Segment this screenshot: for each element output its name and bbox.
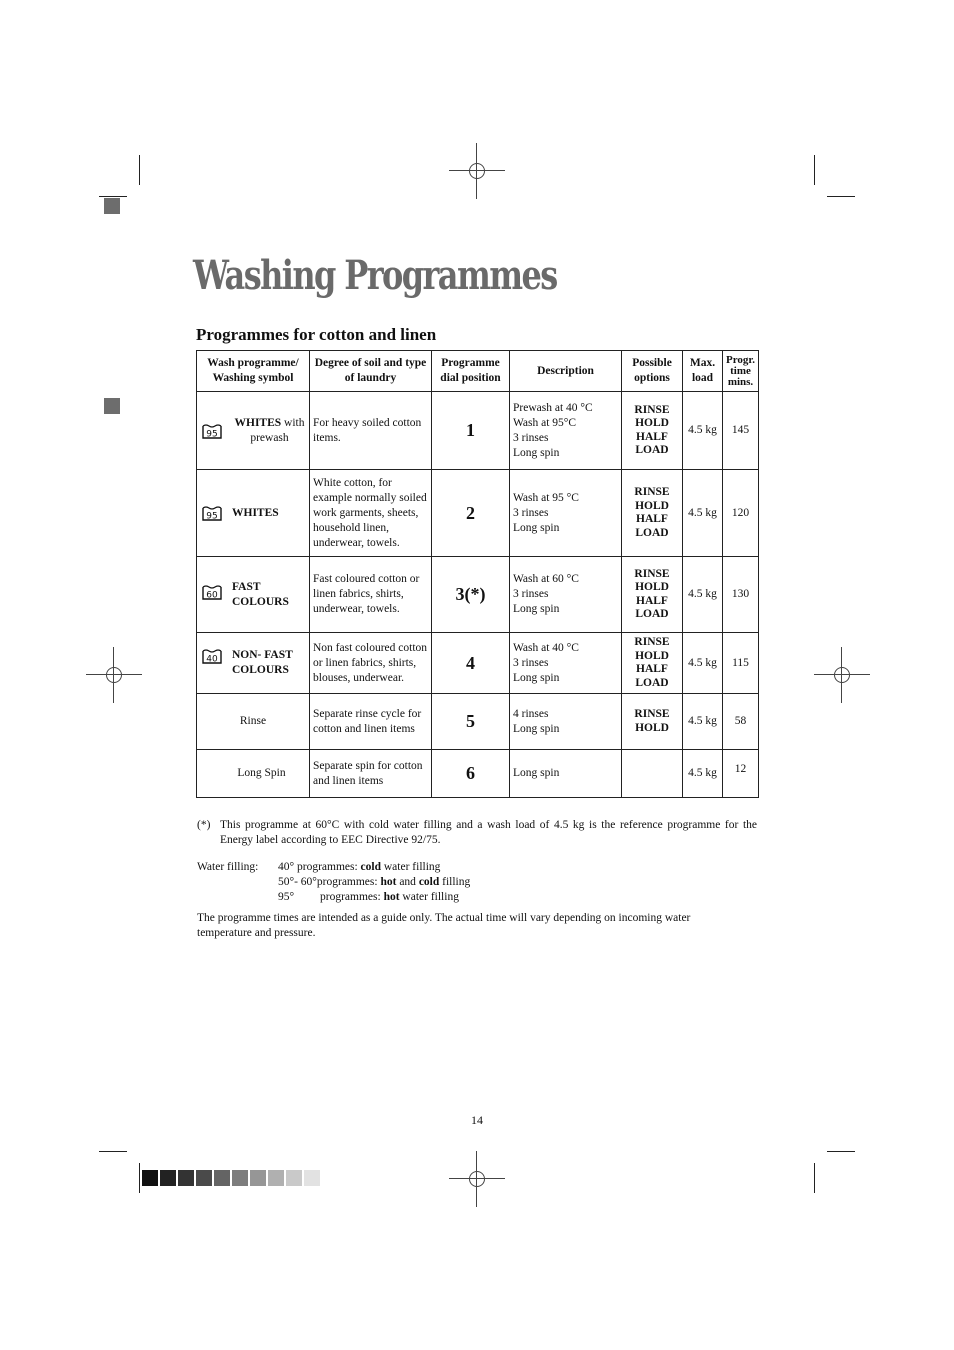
description-cell bbox=[510, 470, 622, 557]
footnote-text: This programme at 60°C with cold water filling and a wash load of 4.5 kg is the reference programme for the Energy label according to EEC Directive 92/75. bbox=[220, 819, 757, 846]
wash-40-symbol-icon bbox=[202, 649, 222, 664]
header-description: Description bbox=[510, 351, 622, 392]
max-load: 4.5 kg bbox=[683, 633, 723, 694]
option-label: HOLD bbox=[635, 499, 669, 512]
guide-note: The programme times are intended as a guide only. The actual time will vary depending on incoming water temperature and pressure. bbox=[197, 912, 691, 939]
dial-position: 1 bbox=[432, 392, 510, 470]
programme-time: 120 bbox=[723, 470, 759, 557]
text: programmes: bbox=[316, 876, 381, 888]
programme-name: WHITES bbox=[234, 416, 282, 429]
color-swatch bbox=[142, 1170, 158, 1186]
wash-60-symbol-icon bbox=[202, 585, 222, 600]
text: water filling bbox=[399, 891, 459, 903]
crop-mark bbox=[814, 1163, 815, 1193]
soil-cell: Fast coloured cotton or linen fabrics, shirts, underwear, towels. bbox=[310, 557, 432, 633]
water-filling-row bbox=[278, 860, 440, 875]
description-line: Wash at 95°C bbox=[513, 416, 577, 429]
programme-time: 130 bbox=[723, 557, 759, 633]
svg-text:95: 95 bbox=[206, 511, 218, 521]
crop-mark bbox=[827, 196, 855, 197]
soil-cell: Separate rinse cycle for cotton and linen items bbox=[310, 694, 432, 750]
text: and bbox=[396, 876, 419, 888]
programme-cell bbox=[197, 470, 310, 557]
programme-name-suffix: with bbox=[281, 416, 305, 429]
temp: 50°- 60° bbox=[278, 876, 317, 888]
description-line: Wash at 40 °C bbox=[513, 641, 579, 654]
option-label: HOLD bbox=[635, 417, 669, 429]
programme-cell bbox=[197, 633, 310, 694]
description-line: Long spin bbox=[513, 767, 560, 779]
crop-mark bbox=[827, 1151, 855, 1152]
color-swatch bbox=[160, 1170, 176, 1186]
option-label: HALF bbox=[636, 430, 668, 443]
description-line: Long spin bbox=[513, 603, 560, 615]
options-cell bbox=[622, 392, 683, 470]
description-cell bbox=[510, 750, 622, 798]
registration-mark bbox=[814, 647, 870, 703]
text: programmes: bbox=[294, 861, 361, 873]
page-title: Washing Programmes bbox=[193, 252, 557, 299]
table-header-row bbox=[197, 351, 759, 392]
crop-mark bbox=[139, 1163, 140, 1193]
svg-text:40: 40 bbox=[206, 654, 218, 664]
header-time: Progr. time mins. bbox=[723, 351, 759, 392]
programme-name: Long Spin bbox=[197, 750, 310, 798]
color-swatch bbox=[232, 1170, 248, 1186]
dial-position: 5 bbox=[432, 694, 510, 750]
programme-name: NON- FAST bbox=[232, 649, 293, 661]
svg-text:95: 95 bbox=[206, 429, 218, 439]
dial-position: 3(*) bbox=[432, 557, 510, 633]
programme-name-line2: COLOURS bbox=[232, 664, 289, 676]
programme-table bbox=[196, 350, 759, 798]
color-swatch bbox=[214, 1170, 230, 1186]
bold-text: hot bbox=[380, 876, 397, 888]
description-line: 3 rinses bbox=[513, 656, 549, 669]
description-cell bbox=[510, 694, 622, 750]
description-line: Long spin bbox=[513, 521, 560, 534]
wash-95-symbol-icon bbox=[202, 424, 222, 439]
crop-mark bbox=[99, 1151, 127, 1152]
table-row bbox=[197, 557, 759, 633]
dial-position: 2 bbox=[432, 470, 510, 557]
section-subtitle: Programmes for cotton and linen bbox=[196, 325, 437, 344]
description-line: Long spin bbox=[513, 446, 560, 459]
color-swatch bbox=[268, 1170, 284, 1186]
programme-cell bbox=[197, 392, 310, 470]
option-label: HOLD bbox=[635, 721, 669, 734]
table-row bbox=[197, 633, 759, 694]
svg-text:60: 60 bbox=[206, 590, 218, 600]
option-label: RINSE bbox=[634, 708, 670, 720]
programme-time: 12 bbox=[723, 750, 759, 798]
dial-position: 4 bbox=[432, 633, 510, 694]
programme-name-line2: COLOURS bbox=[232, 595, 289, 608]
description-line: 4 rinses bbox=[513, 707, 549, 720]
programme-cell bbox=[197, 557, 310, 633]
option-label: LOAD bbox=[635, 676, 669, 689]
registration-mark bbox=[449, 143, 505, 199]
programme-name-line2: prewash bbox=[250, 431, 289, 444]
description-line: 3 rinses bbox=[513, 431, 549, 444]
footnote-mark: (*) bbox=[197, 819, 211, 831]
max-load: 4.5 kg bbox=[683, 750, 723, 798]
description-cell bbox=[510, 633, 622, 694]
options-cell bbox=[622, 557, 683, 633]
text: water filling bbox=[381, 861, 441, 873]
temp: 95° bbox=[278, 891, 295, 903]
color-swatch bbox=[178, 1170, 194, 1186]
description-line: 3 rinses bbox=[513, 588, 549, 600]
programme-time: 58 bbox=[723, 694, 759, 750]
color-swatch bbox=[304, 1170, 320, 1186]
text: filling bbox=[439, 876, 471, 888]
description-line: 3 rinses bbox=[513, 506, 549, 519]
option-label: HALF bbox=[636, 594, 668, 607]
description-line: Long spin bbox=[513, 671, 560, 684]
option-label: LOAD bbox=[635, 608, 669, 620]
description-line: Prewash at 40 °C bbox=[513, 401, 593, 414]
header-options: Possible options bbox=[622, 351, 683, 392]
options-cell bbox=[622, 750, 683, 798]
margin-marker bbox=[104, 198, 120, 214]
table-row bbox=[197, 750, 759, 798]
soil-cell: Separate spin for cotton and linen items bbox=[310, 750, 432, 798]
wash-95-symbol-icon bbox=[202, 506, 222, 521]
header-degree-of-soil: Degree of soil and type of laundry bbox=[310, 351, 432, 392]
header-wash-programme: Wash programme/ Washing symbol bbox=[197, 351, 310, 392]
footnote bbox=[197, 818, 757, 848]
programme-time: 145 bbox=[723, 392, 759, 470]
option-label: RINSE bbox=[634, 567, 670, 580]
color-swatch bbox=[286, 1170, 302, 1186]
water-filling-label: Water filling: bbox=[197, 861, 259, 873]
crop-mark bbox=[814, 155, 815, 185]
option-label: RINSE bbox=[634, 636, 670, 648]
bold-text: cold bbox=[418, 876, 440, 888]
options-cell bbox=[622, 694, 683, 750]
water-filling-row bbox=[278, 875, 470, 890]
option-label: HALF bbox=[636, 663, 668, 675]
max-load: 4.5 kg bbox=[683, 470, 723, 557]
max-load: 4.5 kg bbox=[683, 392, 723, 470]
color-swatch bbox=[196, 1170, 212, 1186]
bold-text: cold bbox=[360, 861, 381, 873]
crop-mark bbox=[139, 155, 140, 185]
description-line: Long spin bbox=[513, 722, 560, 735]
option-label: LOAD bbox=[635, 444, 669, 456]
option-label: LOAD bbox=[635, 526, 669, 539]
margin-marker bbox=[104, 398, 120, 414]
temp: 40° bbox=[278, 861, 295, 873]
table-row bbox=[197, 694, 759, 750]
dial-position: 6 bbox=[432, 750, 510, 798]
text: programmes: bbox=[320, 891, 384, 903]
color-swatch bbox=[250, 1170, 266, 1186]
registration-mark bbox=[86, 647, 142, 703]
description-cell bbox=[510, 557, 622, 633]
header-dial-position: Programme dial position bbox=[432, 351, 510, 392]
programme-name: WHITES bbox=[232, 506, 279, 519]
options-cell bbox=[622, 470, 683, 557]
soil-cell: Non fast coloured cotton or linen fabrics, shirts, blouses, underwear. bbox=[310, 633, 432, 694]
description-line: Wash at 95 °C bbox=[513, 491, 579, 504]
description-line: Wash at 60 °C bbox=[513, 573, 579, 585]
option-label: HOLD bbox=[635, 649, 669, 662]
description-cell bbox=[510, 392, 622, 470]
option-label: HOLD bbox=[635, 581, 669, 593]
water-filling-row bbox=[278, 890, 459, 905]
bold-text: hot bbox=[383, 891, 400, 903]
programme-name: Rinse bbox=[197, 694, 310, 750]
option-label: RINSE bbox=[634, 486, 670, 498]
soil-cell: For heavy soiled cotton items. bbox=[310, 392, 432, 470]
programme-name: FAST bbox=[232, 580, 261, 593]
option-label: RINSE bbox=[634, 403, 670, 416]
option-label: HALF bbox=[636, 513, 668, 525]
table-row bbox=[197, 392, 759, 470]
options-cell bbox=[622, 633, 683, 694]
header-max-load: Max. load bbox=[683, 351, 723, 392]
table-row bbox=[197, 470, 759, 557]
max-load: 4.5 kg bbox=[683, 557, 723, 633]
registration-mark bbox=[449, 1151, 505, 1207]
crop-mark bbox=[99, 196, 127, 197]
soil-cell: White cotton, for example normally soiled work garments, sheets, household linen, underwear, towels. bbox=[310, 470, 432, 557]
max-load: 4.5 kg bbox=[683, 694, 723, 750]
programme-time: 115 bbox=[723, 633, 759, 694]
page-number: 14 bbox=[471, 1113, 483, 1127]
